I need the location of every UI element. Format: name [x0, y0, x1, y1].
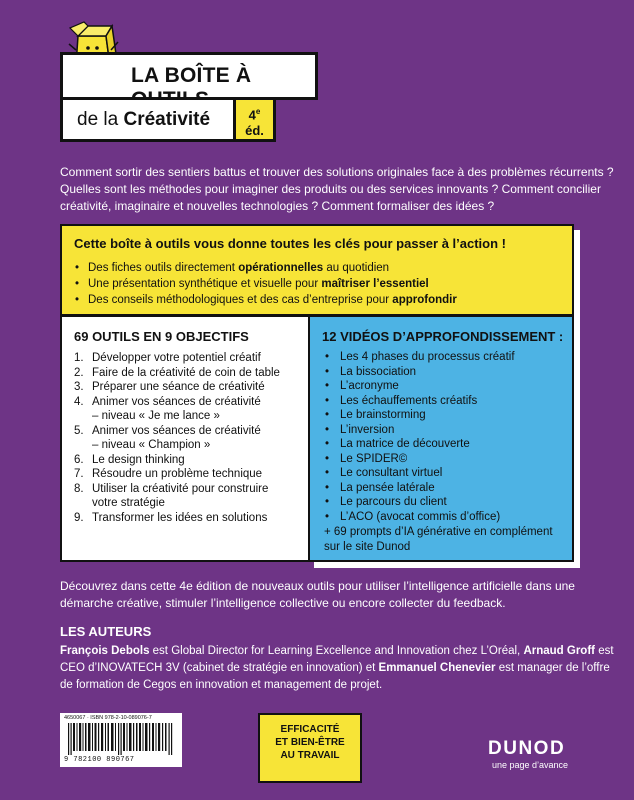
- author-desc: est Global Director for Learning Excellence and Innovation chez L’Oréal,: [149, 645, 524, 657]
- author-name: Arnaud Groff: [523, 645, 595, 657]
- list-item: • Le parcours du client: [340, 495, 515, 510]
- item-text: Résoudre un problème technique: [92, 468, 263, 480]
- item-text: Le design thinking: [92, 453, 185, 466]
- item-number: 3.: [74, 381, 84, 393]
- keys-box: [60, 224, 574, 316]
- item-text: Une présentation synthétique et visuelle pour: [88, 278, 322, 290]
- tools-panel: [60, 315, 310, 562]
- item-text: Faire de la créativité de coin de table: [92, 366, 280, 379]
- item-text: au quotidien: [323, 262, 390, 274]
- author-desc: est manager de l’offre de formation de Cegos en innovation et management de projet.: [60, 662, 610, 691]
- item-text: Transformer les idées en solutions: [92, 511, 268, 524]
- item-text: Utiliser la créativité pour construire votre stratégie: [92, 482, 269, 509]
- list-item: [62, 351, 302, 366]
- item-number: 7.: [74, 468, 84, 480]
- edition-word: éd.: [245, 123, 264, 139]
- list-item: [62, 366, 302, 381]
- theme-badge: [258, 713, 362, 783]
- authors-text: [60, 643, 620, 694]
- list-item: [62, 453, 302, 468]
- list-item: • La matrice de découverte: [340, 437, 515, 452]
- videos-list: [310, 350, 515, 524]
- item-number: 6.: [74, 453, 84, 466]
- item-number: 5.: [74, 424, 84, 437]
- keys-heading: Cette boîte à outils vous donne toutes les clés pour passer à l’action !: [74, 236, 506, 251]
- edition-sup: e: [255, 107, 261, 116]
- item-number: 9.: [74, 511, 84, 524]
- intro-text: Comment sortir des sentiers battus et trouver des solutions originales face à des problèmes récurrents ? Quelles sont les méthodes pour imaginer des produits ou des services innovants ? Comment concilier créativité, imaginaire et nouvelles technologies ? Comment formaliser des idées ?: [60, 165, 614, 213]
- list-item: [62, 482, 297, 511]
- videos-extra: + 69 prompts d’IA générative en complément sur le site Dunod: [324, 526, 553, 553]
- videos-heading: 12 VIDÉOS D’APPROFONDISSEMENT :: [322, 329, 564, 344]
- author-desc: est CEO d’INOVATECH 3V (cabinet de stratégie en innovation) et: [60, 645, 614, 674]
- item-text: Préparer une séance de créativité: [92, 381, 265, 393]
- item-bold: maîtriser l’essentiel: [321, 278, 429, 290]
- item-bold: approfondir: [392, 294, 457, 306]
- publisher-logo: DUNOD: [488, 738, 566, 759]
- isbn-text: 4650067 · ISBN 978-2-10-089076-7: [64, 715, 152, 721]
- list-item: • Les échauffements créatifs: [340, 394, 515, 409]
- author-name: François Debols: [60, 645, 150, 657]
- list-item: [62, 395, 268, 424]
- list-item: • Les 4 phases du processus créatif: [340, 350, 515, 365]
- list-item: [62, 424, 268, 453]
- item-text: Animer vos séances de créativité – niveau « Champion »: [92, 424, 261, 451]
- list-item: • L’acronyme: [340, 379, 515, 394]
- item-text: Des fiches outils directement: [88, 262, 239, 274]
- item-number: 8.: [74, 482, 84, 495]
- keys-list: [62, 260, 457, 308]
- list-item: [62, 467, 302, 482]
- barcode-bars-icon: [60, 723, 182, 755]
- tools-list: [62, 351, 302, 525]
- title-line-2-box: [60, 100, 236, 142]
- title-line-1: LA BOÎTE À: [131, 64, 252, 87]
- title-prefix: de la: [77, 109, 124, 130]
- item-bold: opérationnelles: [238, 262, 324, 274]
- list-item: • La pensée latérale: [340, 481, 515, 496]
- badge-line: ET BIEN-ÊTRE: [275, 737, 345, 748]
- videos-panel: [308, 315, 574, 562]
- list-item: • Le SPIDER©: [340, 452, 515, 467]
- title-line-2: [77, 109, 210, 131]
- publisher-tagline: une page d’avance: [492, 760, 569, 770]
- tools-heading: 69 OUTILS EN 9 OBJECTIFS: [74, 329, 249, 344]
- list-item: [62, 380, 302, 395]
- barcode-number: 9 782100 890767: [64, 756, 135, 764]
- barcode: [60, 713, 182, 767]
- item-text: Des conseils méthodologiques et des cas d’entreprise pour: [88, 294, 393, 306]
- list-item: • Le brainstorming: [340, 408, 515, 423]
- discover-text: Découvrez dans cette 4e édition de nouveaux outils pour utiliser l’intelligence artificielle dans une démarche créative, stimuler l’intelligence collective ou encore collecter du feedback.: [60, 579, 575, 610]
- list-item: • L’inversion: [340, 423, 515, 438]
- item-number: 4.: [74, 395, 84, 408]
- title-bold: Créativité: [123, 109, 211, 130]
- list-item: • L’ACO (avocat commis d’office): [340, 510, 515, 525]
- author-name: Emmanuel Chenevier: [378, 662, 496, 674]
- badge-line: EFFICACITÉ: [280, 724, 340, 735]
- edition-number: 4: [248, 107, 256, 123]
- title-line-1-box: [60, 52, 318, 100]
- list-item: [88, 260, 457, 276]
- item-number: 1.: [74, 352, 84, 364]
- item-text: Développer votre potentiel créatif: [92, 352, 261, 364]
- item-number: 2.: [74, 366, 84, 379]
- list-item: [62, 511, 302, 526]
- item-text: Animer vos séances de créativité – niveau « Je me lance »: [92, 395, 261, 422]
- list-item: [88, 276, 457, 292]
- edition-badge: [236, 100, 276, 142]
- list-item: • Le consultant virtuel: [340, 466, 515, 481]
- list-item: • La bissociation: [340, 365, 515, 380]
- badge-line: AU TRAVAIL: [280, 750, 340, 761]
- authors-heading: LES AUTEURS: [60, 624, 152, 639]
- list-item: [88, 292, 457, 308]
